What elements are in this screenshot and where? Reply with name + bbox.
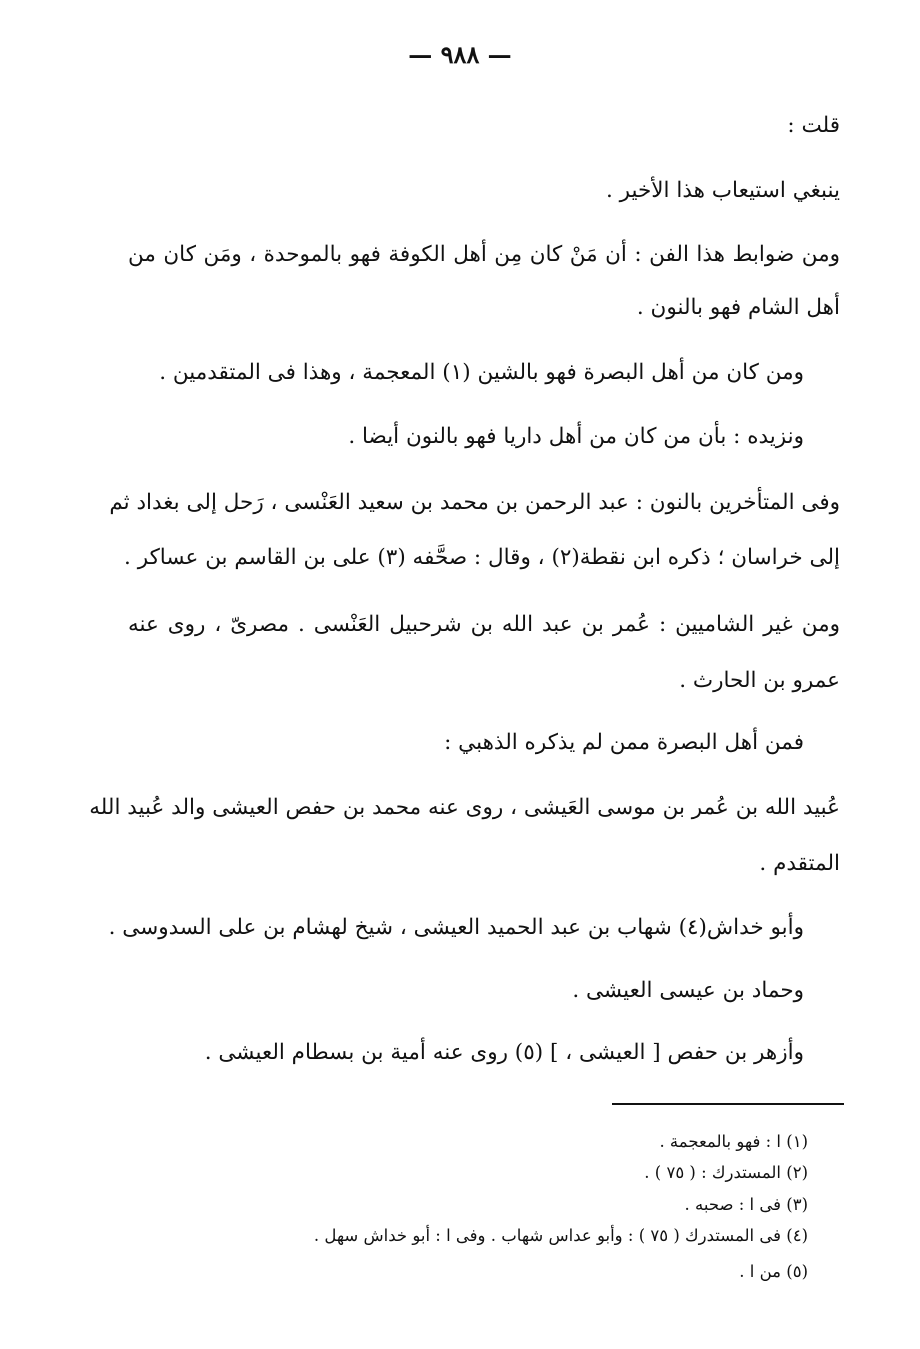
text-line: قلت :: [787, 113, 840, 138]
text-line: عمرو بن الحارث .: [679, 668, 840, 693]
text-line: وأبو خداش(٤) شهاب بن عبد الحميد العيشى ، شيخ لهشام بن على السدوسى .: [108, 915, 804, 940]
text-line: وفى المتأخرين بالنون : عبد الرحمن بن محمد بن سعيد العَنْسى ، رَحل إلى بغداد ثم: [109, 490, 840, 515]
footnote: (٣) فى ا : صحبه .: [684, 1195, 808, 1214]
footnote: (٢) المستدرك : ( ٧٥ ) .: [644, 1163, 808, 1182]
footnote: (١) ا : فهو بالمعجمة .: [659, 1132, 808, 1151]
text-line: أهل الشام فهو بالنون .: [636, 295, 840, 320]
text-line: فمن أهل البصرة ممن لم يذكره الذهبي :: [444, 730, 804, 755]
text-line: وأزهر بن حفص [ العيشى ، ] (٥) روى عنه أمية بن بسطام العيشى .: [204, 1040, 804, 1065]
text-line: ينبغي استيعاب هذا الأخير .: [605, 178, 840, 203]
footnote: (٥) من ا .: [739, 1262, 808, 1281]
text-line: وحماد بن عيسى العيشى .: [572, 978, 804, 1003]
text-line: ومن ضوابط هذا الفن : أن مَنْ كان مِن أهل الكوفة فهو بالموحدة ، ومَن كان من: [128, 242, 840, 267]
text-line: ومن كان من أهل البصرة فهو بالشين (١) المعجمة ، وهذا فى المتقدمين .: [159, 360, 804, 385]
text-line: ومن غير الشاميين : عُمر بن عبد الله بن شرحبيل العَنْسى . مصرىّ ، روى عنه: [128, 612, 840, 637]
text-line: ونزيده : بأن من كان من أهل داريا فهو بالنون أيضا .: [348, 424, 804, 449]
footnote-divider: [612, 1103, 844, 1105]
text-line: إلى خراسان ؛ ذكره ابن نقطة(٢) ، وقال : صحَّفه (٣) على بن القاسم بن عساكر .: [124, 545, 840, 570]
page-number: — ٩٨٨ —: [408, 40, 512, 69]
footnote: (٤) فى المستدرك ( ٧٥ ) : وأبو عداس شهاب . وفى ا : أبو خداش سهل .: [313, 1226, 808, 1245]
text-line: عُبيد الله بن عُمر بن موسى العَيشى ، روى عنه محمد بن حفص العيشى والد عُبيد الله: [89, 795, 840, 820]
text-line: المتقدم .: [759, 851, 840, 876]
